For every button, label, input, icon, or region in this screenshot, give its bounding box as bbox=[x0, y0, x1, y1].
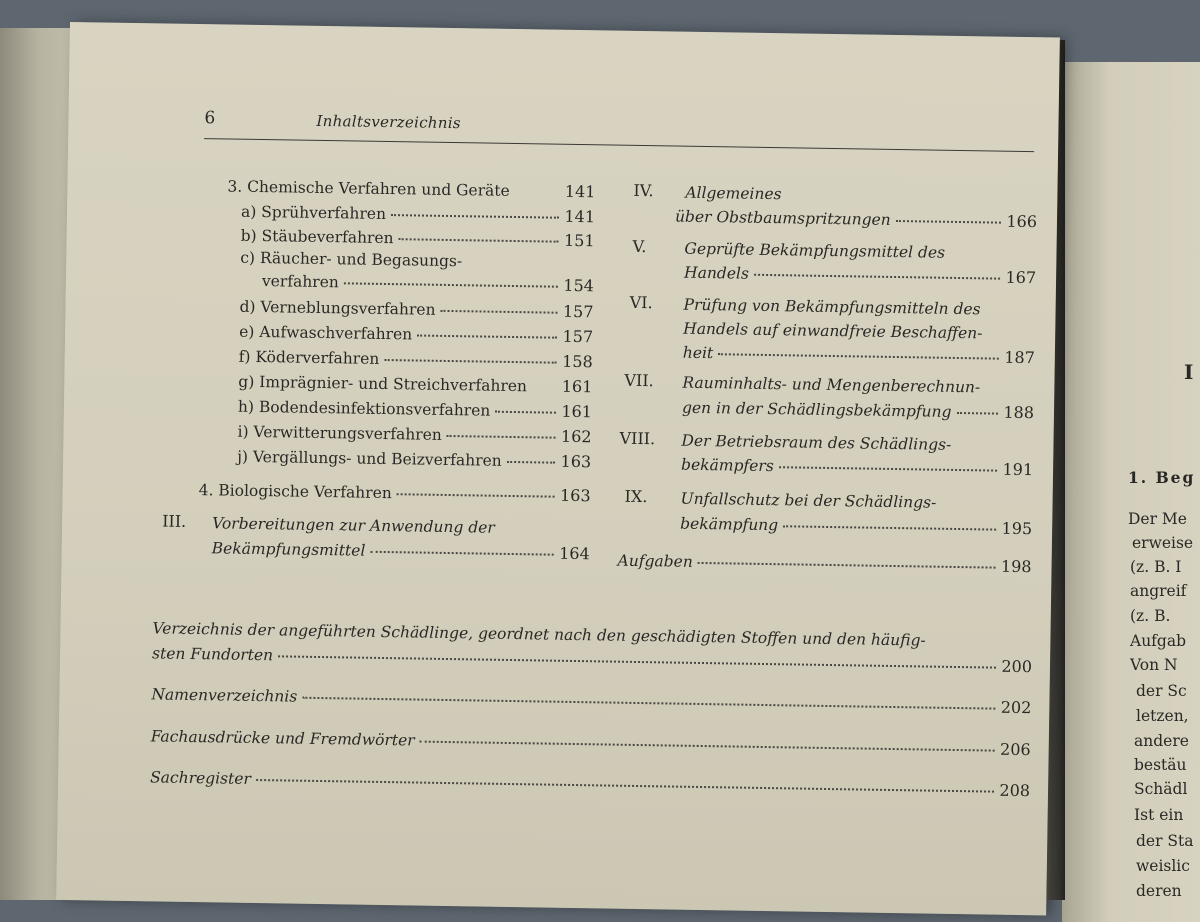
book-page bbox=[56, 22, 1060, 915]
chapter-title-line: Unfallschutz bei der Schädlings- bbox=[680, 490, 936, 512]
toc-entry-page: 191 bbox=[1002, 460, 1033, 479]
facing-page-line: der Sc bbox=[1136, 682, 1187, 700]
toc-entry-label: Sachregister bbox=[150, 768, 251, 788]
toc-entry-page: 157 bbox=[562, 327, 593, 346]
toc-entry-label: 3. Chemische Verfahren und Geräte bbox=[227, 177, 510, 199]
page-header bbox=[204, 108, 1034, 152]
toc-entry bbox=[237, 422, 591, 447]
toc-entry-label: Bekämpfungsmittel bbox=[212, 539, 366, 559]
toc-entry-page: 162 bbox=[561, 427, 592, 446]
chapter-numeral: VIII. bbox=[619, 429, 655, 449]
chapter-title-line: Der Betriebsraum des Schädlings- bbox=[681, 432, 951, 454]
toc-entry-label: Namenverzeichnis bbox=[151, 685, 297, 705]
chapter-numeral: III. bbox=[162, 512, 186, 531]
toc-entry-label: b) Stäubeverfahren bbox=[241, 227, 394, 247]
toc-entry-chapter-7 bbox=[682, 398, 1034, 423]
leader-dots bbox=[779, 466, 998, 471]
facing-page-line: Der Me bbox=[1128, 510, 1187, 528]
chapter-numeral: V. bbox=[632, 237, 646, 256]
chapter-numeral: VI. bbox=[630, 293, 653, 312]
toc-entry-label: über Obstbaumspritzungen bbox=[675, 208, 891, 229]
toc-entry-chapter-8 bbox=[681, 455, 1033, 480]
toc-entry-label: heit bbox=[683, 344, 714, 362]
toc-entry-label: g) Imprägnier- und Streichverfahren bbox=[238, 373, 527, 396]
leader-dots bbox=[515, 193, 560, 194]
leader-dots bbox=[256, 779, 995, 793]
toc-entry-page: 163 bbox=[560, 452, 591, 471]
toc-entry-label: h) Bodendesinfektionsverfahren bbox=[238, 398, 491, 420]
facing-page-line: (z. B. I bbox=[1130, 558, 1181, 576]
leader-dots bbox=[698, 562, 996, 569]
leader-dots bbox=[440, 310, 557, 314]
toc-entry-page: 188 bbox=[1003, 403, 1034, 422]
toc-entry-page: 200 bbox=[1001, 657, 1032, 676]
toc-entry bbox=[239, 322, 593, 347]
toc-entry-label: bekämpfers bbox=[681, 456, 774, 475]
toc-entry-label: f) Köderverfahren bbox=[239, 348, 380, 368]
toc-entry-label-line: c) Räucher- und Begasungs- bbox=[240, 249, 462, 270]
toc-entry-label: d) Verneblungsverfahren bbox=[239, 298, 435, 319]
toc-entry-page: 164 bbox=[559, 544, 590, 563]
facing-page-line: letzen, bbox=[1136, 707, 1189, 725]
toc-entry-page: 158 bbox=[562, 352, 593, 371]
leader-dots bbox=[344, 282, 559, 287]
toc-entry-appendix bbox=[150, 767, 1030, 800]
toc-entry-page: 206 bbox=[1000, 740, 1031, 759]
toc-entry-page: 154 bbox=[563, 276, 594, 295]
toc-entry-label: Fachausdrücke und Fremdwörter bbox=[151, 727, 415, 749]
toc-entry-page: 141 bbox=[565, 182, 596, 201]
leader-dots bbox=[447, 435, 556, 439]
leader-dots bbox=[754, 274, 1001, 280]
leader-dots bbox=[278, 655, 996, 668]
toc-entry-page: 151 bbox=[564, 231, 595, 250]
appendix-title-line: Verzeichnis der angeführten Schädlinge, geordnet nach den geschädigten Stoffen und den häufig- bbox=[152, 619, 926, 649]
toc-entry-label: e) Aufwaschverfahren bbox=[239, 323, 412, 344]
toc-entry-label: gen in der Schädlingsbekämpfung bbox=[682, 399, 952, 421]
toc-entry-appendix bbox=[151, 726, 1031, 759]
facing-page-line: Ist ein bbox=[1134, 806, 1183, 824]
toc-entry-label: sten Fundorten bbox=[152, 644, 273, 664]
toc-entry bbox=[239, 347, 593, 372]
leader-dots bbox=[495, 411, 556, 414]
toc-entry bbox=[237, 447, 591, 472]
chapter-title-line: Handels auf einwandfreie Beschaffen- bbox=[683, 320, 983, 343]
leader-dots bbox=[391, 214, 559, 219]
chapter-title-line: Allgemeines bbox=[685, 184, 781, 204]
toc-entry-page: 157 bbox=[563, 302, 594, 321]
toc-entry-label: j) Vergällungs- und Beizverfahren bbox=[237, 448, 502, 470]
leader-dots bbox=[417, 334, 557, 338]
toc-entry-aufgaben bbox=[617, 551, 1031, 577]
leader-dots bbox=[370, 551, 554, 556]
facing-page-line: bestäu bbox=[1134, 756, 1187, 774]
leader-dots bbox=[718, 353, 999, 359]
page-title: Inhaltsverzeichnis bbox=[316, 112, 461, 132]
toc-entry bbox=[238, 397, 592, 422]
leader-dots bbox=[420, 741, 996, 752]
toc-entry-page: 163 bbox=[560, 486, 591, 505]
facing-page-line: andere bbox=[1134, 732, 1189, 750]
toc-entry-page: 161 bbox=[562, 377, 593, 396]
toc-entry-page: 166 bbox=[1006, 212, 1037, 231]
chapter-title-line: Prüfung von Bekämpfungsmitteln des bbox=[683, 296, 980, 319]
facing-page-section: 1. Beg bbox=[1128, 468, 1195, 487]
toc-entry-chapter-6 bbox=[683, 343, 1035, 368]
toc-entry-page: 198 bbox=[1001, 557, 1032, 576]
toc-entry-chapter-9 bbox=[680, 514, 1032, 539]
leader-dots bbox=[896, 220, 1002, 224]
leader-dots bbox=[302, 697, 996, 710]
facing-page-line: weislic bbox=[1136, 857, 1190, 875]
toc-entry-page: 208 bbox=[999, 781, 1030, 800]
leader-dots bbox=[956, 412, 998, 415]
facing-page-line: der Sta bbox=[1136, 832, 1194, 850]
leader-dots bbox=[507, 461, 556, 464]
chapter-numeral: IV. bbox=[633, 181, 653, 200]
toc-entry-page: 195 bbox=[1001, 519, 1032, 538]
facing-page-line: Aufgab bbox=[1130, 632, 1186, 650]
toc-entry-appendix bbox=[151, 684, 1031, 717]
leader-dots bbox=[397, 493, 555, 497]
chapter-title-line: Geprüfte Bekämpfungsmittel des bbox=[684, 240, 945, 262]
toc-entry-label: verfahren bbox=[262, 272, 339, 291]
toc-entry-label: 4. Biologische Verfahren bbox=[199, 481, 392, 502]
facing-page-line: deren bbox=[1136, 882, 1182, 900]
chapter-numeral: IX. bbox=[624, 487, 647, 506]
facing-page-line: (z. B. bbox=[1130, 607, 1170, 625]
facing-page-heading: I bbox=[1184, 360, 1193, 384]
toc-entry-chapter-3 bbox=[212, 538, 590, 563]
toc-entry-page: 202 bbox=[1001, 698, 1032, 717]
toc-entry-label: Aufgaben bbox=[617, 552, 692, 571]
toc-entry bbox=[239, 297, 593, 322]
toc-entry-chapter-5 bbox=[684, 263, 1036, 288]
toc-entry bbox=[241, 202, 595, 227]
leader-dots bbox=[783, 525, 996, 530]
chapter-title-line: Vorbereitungen zur Anwendung der bbox=[212, 514, 495, 536]
toc-entry-page: 167 bbox=[1005, 268, 1036, 287]
facing-page-line: angreif bbox=[1130, 582, 1186, 600]
chapter-title-line: Rauminhalts- und Mengenberechnun- bbox=[682, 374, 980, 397]
toc-entry-page: 187 bbox=[1004, 348, 1035, 367]
facing-page-line: Von N bbox=[1130, 656, 1178, 674]
toc-entry-page: 141 bbox=[564, 207, 595, 226]
leader-dots bbox=[384, 359, 557, 364]
toc-entry-label: i) Verwitterungsverfahren bbox=[237, 423, 442, 444]
toc-entry-label: a) Sprühverfahren bbox=[241, 203, 386, 223]
facing-page bbox=[1062, 62, 1200, 922]
toc-entry-chapter-4 bbox=[675, 207, 1037, 232]
toc-entry-section-4 bbox=[199, 480, 591, 505]
page-number: 6 bbox=[204, 108, 215, 128]
facing-page-line: erweise bbox=[1132, 534, 1193, 552]
toc-entry bbox=[241, 226, 595, 251]
toc-entry-label: bekämpfung bbox=[680, 515, 778, 535]
toc-entry-section-3 bbox=[227, 176, 595, 201]
chapter-numeral: VII. bbox=[624, 371, 654, 390]
leader-dots bbox=[399, 238, 560, 243]
toc-entry bbox=[238, 372, 592, 397]
toc-entry-label: Handels bbox=[684, 264, 749, 283]
facing-page-line: Schädl bbox=[1134, 780, 1187, 798]
toc-entry bbox=[262, 271, 594, 295]
toc-entry-page: 161 bbox=[561, 402, 592, 421]
